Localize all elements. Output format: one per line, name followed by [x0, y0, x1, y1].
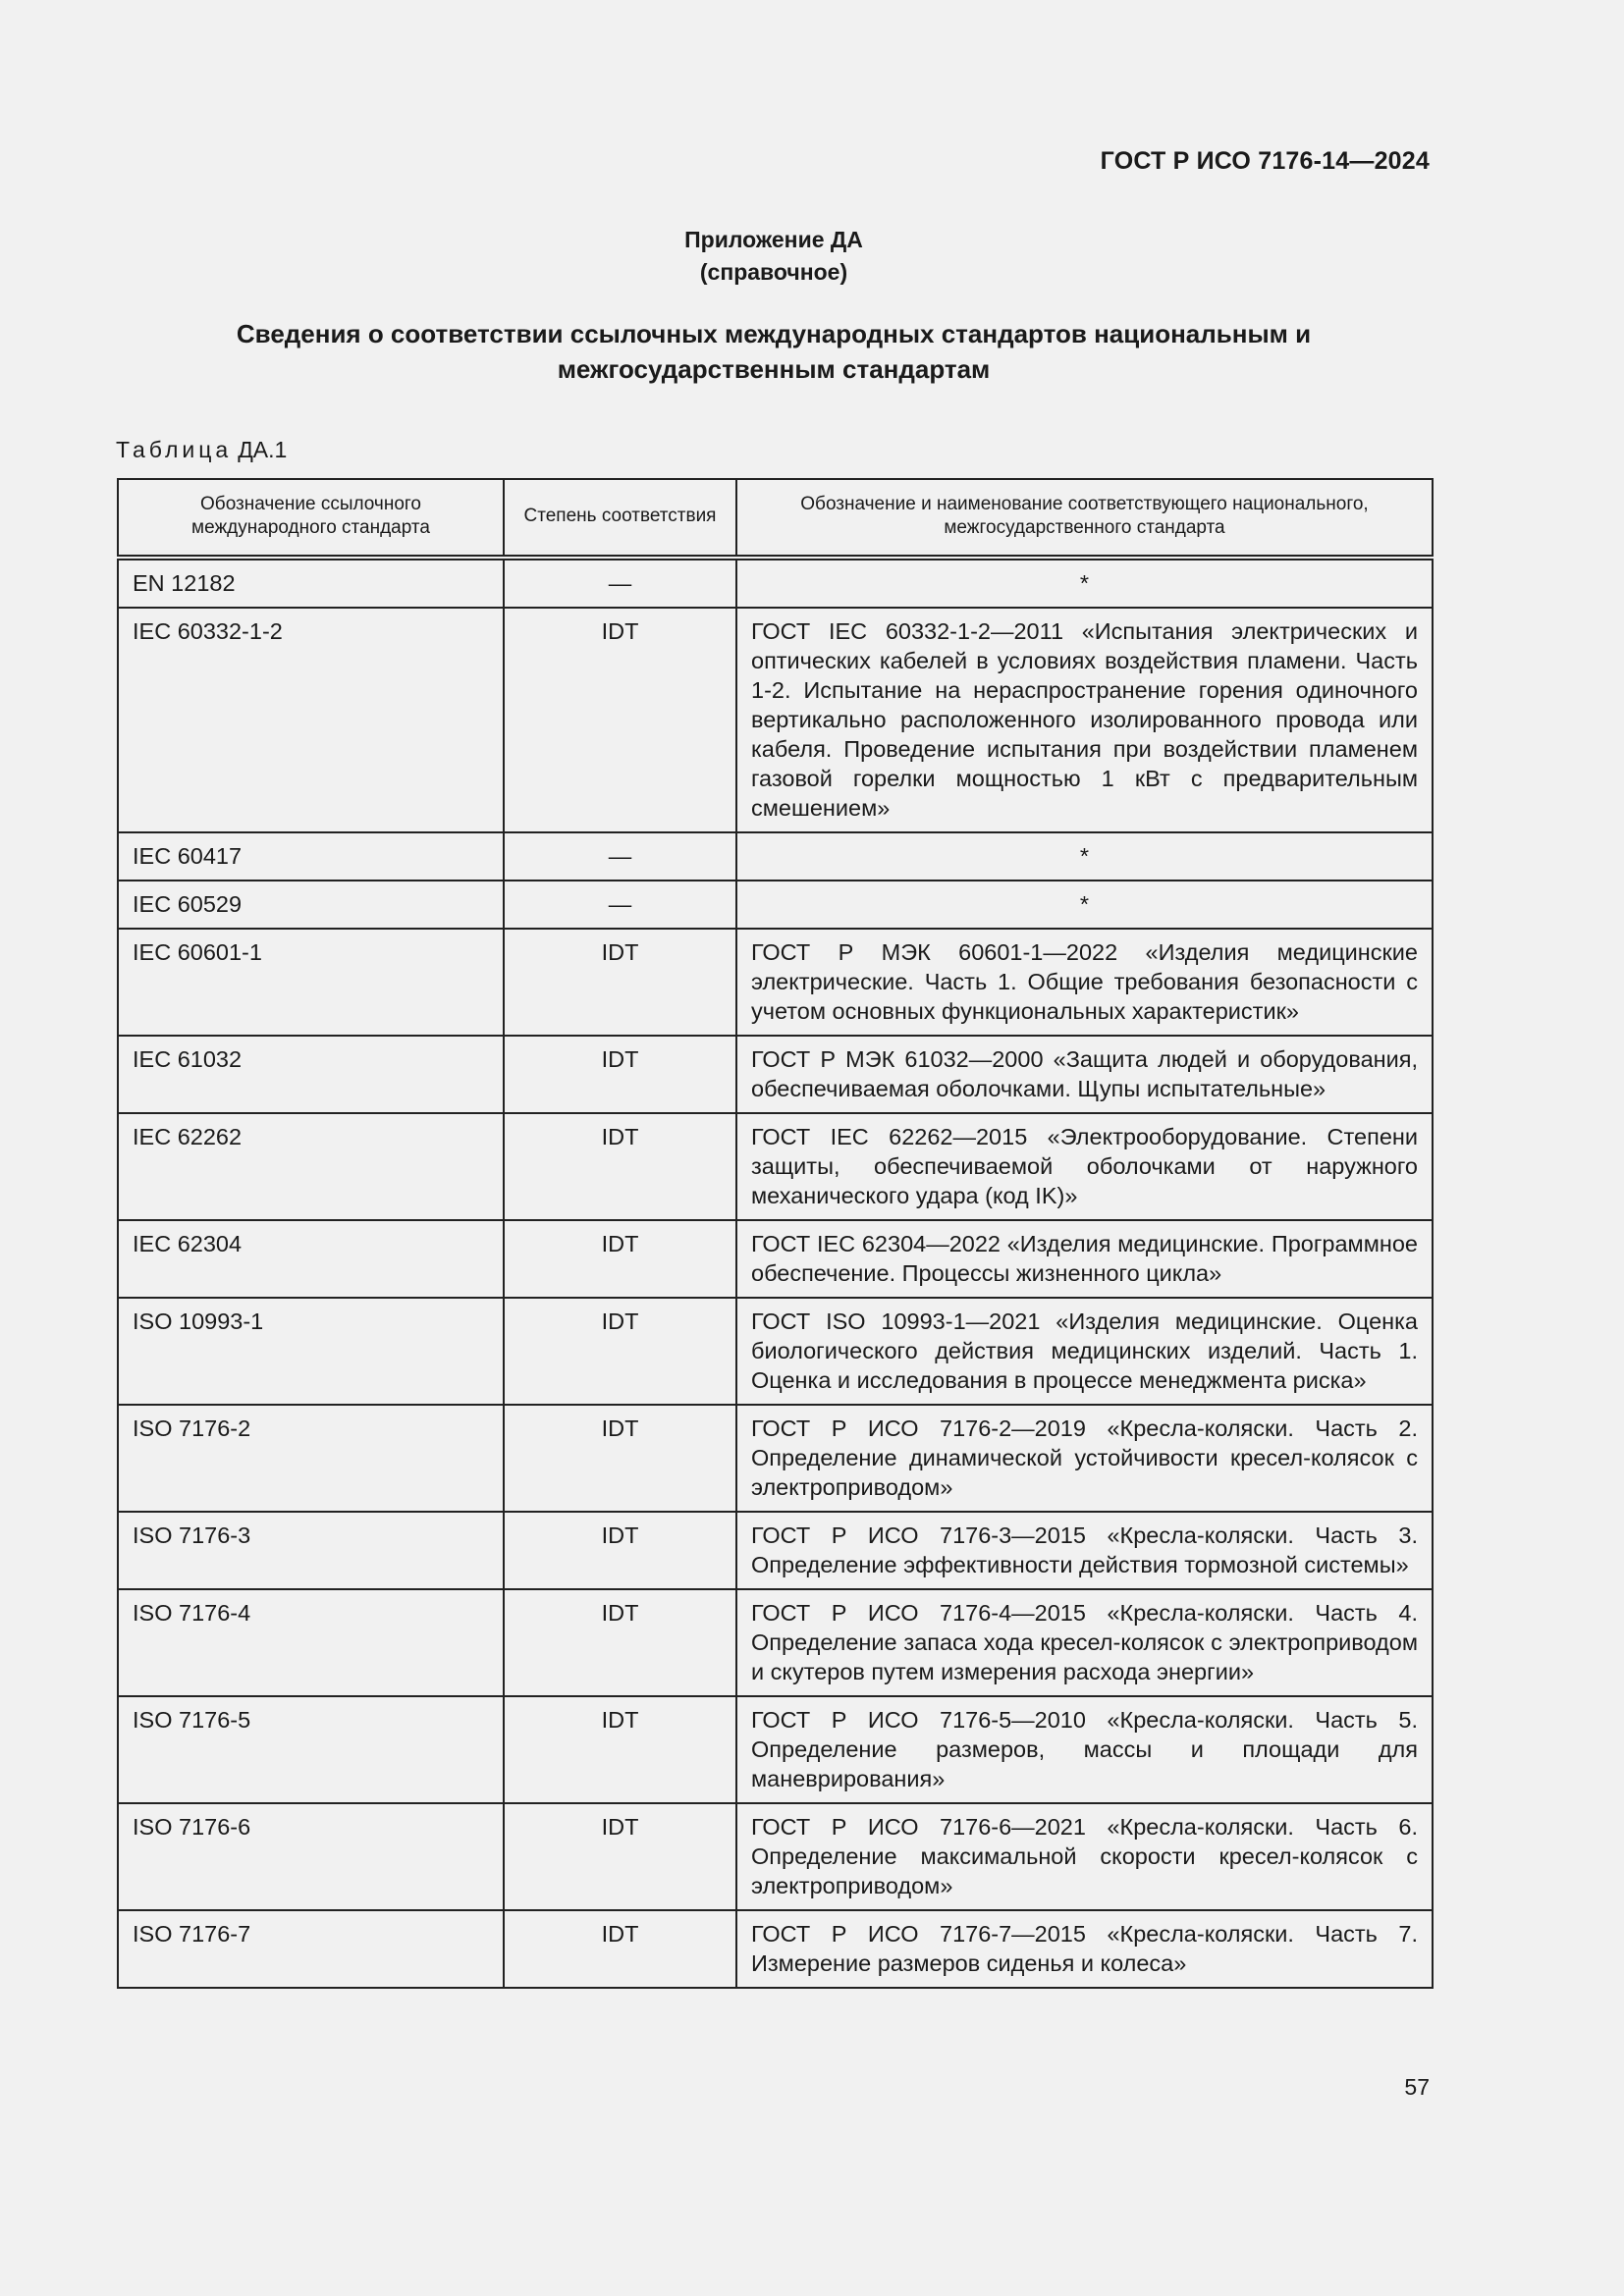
- cell-national-standard: ГОСТ IEC 60332-1-2—2011 «Испытания электрических и оптических кабелей в условиях воздействия пламени. Часть 1-2. Испытание на нераспространение горения одиночного вертикально расположенного изолированного провода или кабеля. Проведение испытания при воздействии пламенем газовой горелки мощностью 1 кВт с предварительным смешением»: [736, 608, 1433, 832]
- cell-designation: ISO 7176-7: [118, 1910, 504, 1988]
- table-row: [118, 1220, 1433, 1298]
- cell-degree: IDT: [504, 1803, 736, 1910]
- header-national-standard: Обозначение и наименование соответствующего национального, межгосударственного стандарта: [736, 479, 1433, 558]
- table-row: [118, 1696, 1433, 1803]
- table-caption-number: ДА.1: [238, 437, 288, 462]
- table-caption: [116, 437, 287, 463]
- table-caption-word: Таблица: [116, 437, 233, 462]
- cell-national-standard: ГОСТ Р ИСО 7176-2—2019 «Кресла-коляски. Часть 2. Определение динамической устойчивости кресел-колясок с электроприводом»: [736, 1405, 1433, 1512]
- cell-degree: IDT: [504, 1405, 736, 1512]
- table-row: [118, 881, 1433, 929]
- cell-designation: IEC 60601-1: [118, 929, 504, 1036]
- table-row: [118, 1036, 1433, 1113]
- cell-degree: IDT: [504, 1036, 736, 1113]
- annex-type: (справочное): [699, 259, 848, 285]
- table-row: [118, 608, 1433, 832]
- cell-national-standard: ГОСТ IEC 62262—2015 «Электрооборудование. Степени защиты, обеспечиваемой оболочками от наружного механического удара (код IK)»: [736, 1113, 1433, 1220]
- table-row: [118, 1803, 1433, 1910]
- cell-designation: ISO 7176-4: [118, 1589, 504, 1696]
- cell-national-standard: ГОСТ Р МЭК 61032—2000 «Защита людей и оборудования, обеспечиваемая оболочками. Щупы испытательные»: [736, 1036, 1433, 1113]
- annex-label: Приложение ДА: [684, 227, 863, 252]
- cell-national-standard: ГОСТ IEC 62304—2022 «Изделия медицинские. Программное обеспечение. Процессы жизненного цикла»: [736, 1220, 1433, 1298]
- cell-national-standard: ГОСТ ISO 10993-1—2021 «Изделия медицинские. Оценка биологического действия медицинских изделий. Часть 1. Оценка и исследования в процессе менеджмента риска»: [736, 1298, 1433, 1405]
- cell-degree: —: [504, 881, 736, 929]
- table-row: [118, 1910, 1433, 1988]
- cell-national-standard: ГОСТ Р МЭК 60601-1—2022 «Изделия медицинские электрические. Часть 1. Общие требования безопасности с учетом основных функциональных характеристик»: [736, 929, 1433, 1036]
- table-row: [118, 832, 1433, 881]
- cell-designation: IEC 60332-1-2: [118, 608, 504, 832]
- table-row: [118, 1512, 1433, 1589]
- cell-degree: IDT: [504, 1512, 736, 1589]
- page-number: 57: [1404, 2074, 1430, 2100]
- annex-title: Сведения о соответствии ссылочных международных стандартов национальным и межгосударственным стандартам: [236, 319, 1312, 384]
- document-number: ГОСТ Р ИСО 7176-14—2024: [1100, 147, 1430, 175]
- table-header-row: [118, 479, 1433, 558]
- cell-designation: IEC 60417: [118, 832, 504, 881]
- cell-degree: —: [504, 558, 736, 608]
- table-row: [118, 1113, 1433, 1220]
- cell-designation: ISO 7176-5: [118, 1696, 504, 1803]
- cell-designation: ISO 7176-2: [118, 1405, 504, 1512]
- cell-degree: IDT: [504, 608, 736, 832]
- table-row: [118, 1298, 1433, 1405]
- header-designation: Обозначение ссылочного международного стандарта: [118, 479, 504, 558]
- table-row: [118, 929, 1433, 1036]
- cell-designation: ISO 7176-6: [118, 1803, 504, 1910]
- cell-designation: EN 12182: [118, 558, 504, 608]
- cell-degree: IDT: [504, 1696, 736, 1803]
- cell-national-standard: *: [736, 558, 1433, 608]
- table-row: [118, 558, 1433, 608]
- cell-national-standard: ГОСТ Р ИСО 7176-7—2015 «Кресла-коляски. Часть 7. Измерение размеров сиденья и колеса»: [736, 1910, 1433, 1988]
- annex-heading: [0, 224, 1547, 289]
- cell-national-standard: *: [736, 832, 1433, 881]
- cell-designation: ISO 7176-3: [118, 1512, 504, 1589]
- cell-designation: IEC 62262: [118, 1113, 504, 1220]
- cell-designation: IEC 61032: [118, 1036, 504, 1113]
- cell-designation: IEC 62304: [118, 1220, 504, 1298]
- header-degree: Степень соответствия: [504, 479, 736, 558]
- cell-degree: IDT: [504, 1589, 736, 1696]
- cell-degree: IDT: [504, 1910, 736, 1988]
- cell-national-standard: ГОСТ Р ИСО 7176-5—2010 «Кресла-коляски. Часть 5. Определение размеров, массы и площади для маневрирования»: [736, 1696, 1433, 1803]
- cell-national-standard: *: [736, 881, 1433, 929]
- cell-designation: ISO 10993-1: [118, 1298, 504, 1405]
- cell-degree: IDT: [504, 1298, 736, 1405]
- cell-degree: IDT: [504, 1220, 736, 1298]
- cell-degree: IDT: [504, 929, 736, 1036]
- cell-national-standard: ГОСТ Р ИСО 7176-6—2021 «Кресла-коляски. Часть 6. Определение максимальной скорости кресел-колясок с электроприводом»: [736, 1803, 1433, 1910]
- cell-designation: IEC 60529: [118, 881, 504, 929]
- table-row: [118, 1405, 1433, 1512]
- table-row: [118, 1589, 1433, 1696]
- cell-degree: IDT: [504, 1113, 736, 1220]
- cell-degree: —: [504, 832, 736, 881]
- cell-national-standard: ГОСТ Р ИСО 7176-3—2015 «Кресла-коляски. Часть 3. Определение эффективности действия тормозной системы»: [736, 1512, 1433, 1589]
- standards-correspondence-table: [117, 478, 1434, 1989]
- cell-national-standard: ГОСТ Р ИСО 7176-4—2015 «Кресла-коляски. Часть 4. Определение запаса хода кресел-колясок с электроприводом и скутеров путем измерения расхода энергии»: [736, 1589, 1433, 1696]
